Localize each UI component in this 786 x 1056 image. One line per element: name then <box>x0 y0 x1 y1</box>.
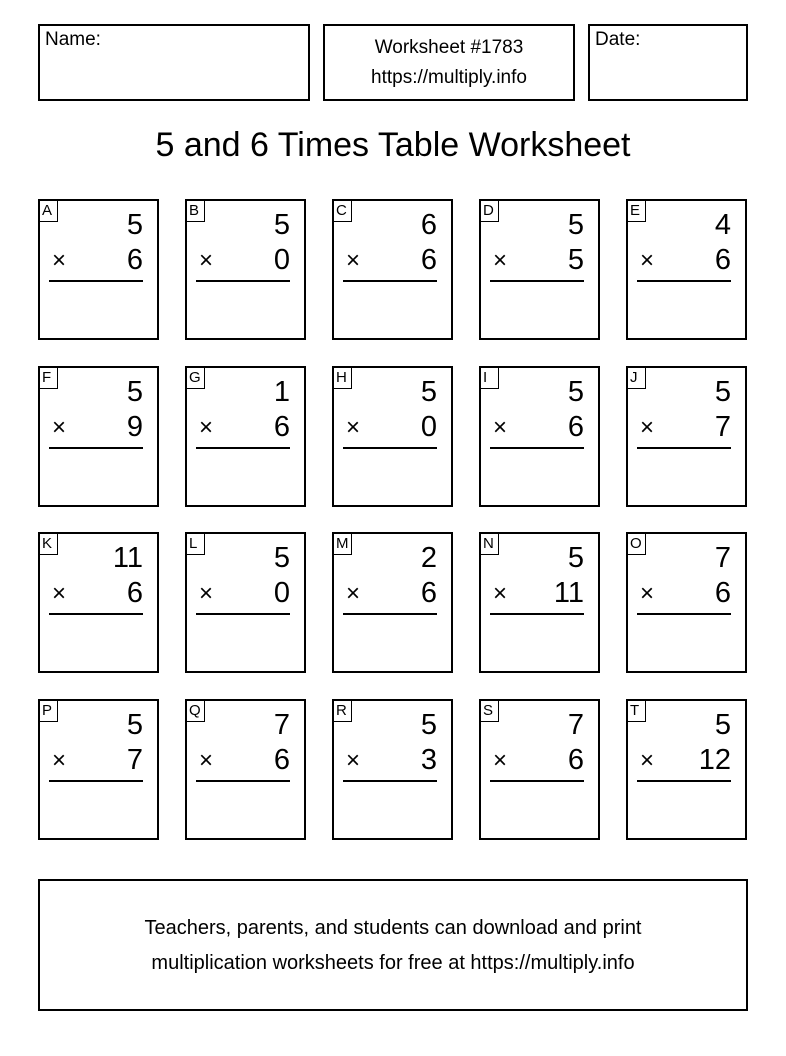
problem-card <box>185 199 306 340</box>
problem-card <box>332 532 453 673</box>
problem-bottom-number: 6 <box>420 577 437 609</box>
multiply-sign: × <box>640 580 655 607</box>
answer-line <box>637 280 731 282</box>
answer-line <box>343 780 437 782</box>
problem-card <box>332 199 453 340</box>
answer-line <box>196 613 290 615</box>
worksheet-url: https://multiply.info <box>371 67 527 88</box>
problem-bottom-number: 0 <box>420 411 437 443</box>
problem-letter: N <box>480 533 499 555</box>
problem-bottom-number: 6 <box>126 577 143 609</box>
problem-card <box>479 532 600 673</box>
problem-card <box>626 699 747 840</box>
footer-line-1: Teachers, parents, and students can download and print <box>144 917 642 939</box>
problem-card <box>38 699 159 840</box>
date-field-box <box>588 24 748 101</box>
problem-letter: S <box>480 700 499 722</box>
multiply-sign: × <box>640 747 655 774</box>
problem-card <box>332 699 453 840</box>
problem-card <box>479 366 600 507</box>
problem-top-number: 5 <box>273 209 290 241</box>
problem-bottom-number: 9 <box>126 411 143 443</box>
footer-line-2: multiplication worksheets for free at https://multiply.info <box>151 952 635 974</box>
problem-letter: R <box>333 700 352 722</box>
multiply-sign: × <box>52 747 67 774</box>
problem-top-number: 5 <box>273 542 290 574</box>
problem-card <box>479 699 600 840</box>
page-title: 5 and 6 Times Table Worksheet <box>155 126 631 164</box>
problem-bottom-number: 6 <box>714 244 731 276</box>
answer-line <box>490 613 584 615</box>
answer-line <box>490 780 584 782</box>
problem-letter: B <box>186 200 205 222</box>
date-label: Date: <box>595 29 641 50</box>
problem-bottom-number: 6 <box>273 744 290 776</box>
problem-top-number: 7 <box>273 709 290 741</box>
problem-bottom-number: 0 <box>273 577 290 609</box>
multiply-sign: × <box>640 414 655 441</box>
multiply-sign: × <box>493 247 508 274</box>
problem-card <box>626 366 747 507</box>
problem-letter: L <box>186 533 205 555</box>
problem-letter: I <box>480 367 499 389</box>
answer-line <box>343 280 437 282</box>
answer-line <box>49 280 143 282</box>
problem-top-number: 6 <box>420 209 437 241</box>
name-label: Name: <box>45 29 101 50</box>
problem-letter: D <box>480 200 499 222</box>
multiply-sign: × <box>640 247 655 274</box>
problem-bottom-number: 5 <box>567 244 584 276</box>
problem-bottom-number: 6 <box>273 411 290 443</box>
problem-letter: H <box>333 367 352 389</box>
multiply-sign: × <box>493 414 508 441</box>
problem-letter: Q <box>186 700 205 722</box>
answer-line <box>49 613 143 615</box>
problem-top-number: 5 <box>126 376 143 408</box>
problem-letter: G <box>186 367 205 389</box>
multiply-sign: × <box>346 414 361 441</box>
problem-bottom-number: 12 <box>698 744 731 776</box>
problem-letter: K <box>39 533 58 555</box>
problem-letter: E <box>627 200 646 222</box>
problem-bottom-number: 7 <box>714 411 731 443</box>
problem-top-number: 5 <box>126 209 143 241</box>
worksheet-number: Worksheet #1783 <box>374 37 524 58</box>
problem-card <box>38 366 159 507</box>
multiply-sign: × <box>52 247 67 274</box>
problem-card <box>185 532 306 673</box>
problem-top-number: 5 <box>567 209 584 241</box>
problem-letter: T <box>627 700 646 722</box>
multiply-sign: × <box>199 247 214 274</box>
multiply-sign: × <box>199 580 214 607</box>
answer-line <box>490 447 584 449</box>
problem-card <box>626 532 747 673</box>
footer-box <box>38 879 748 1011</box>
problem-letter: F <box>39 367 58 389</box>
problem-bottom-number: 11 <box>553 577 584 609</box>
problem-top-number: 5 <box>567 542 584 574</box>
problem-top-number: 7 <box>567 709 584 741</box>
problem-card <box>626 199 747 340</box>
problem-letter: M <box>333 533 352 555</box>
problem-bottom-number: 6 <box>126 244 143 276</box>
problem-letter: C <box>333 200 352 222</box>
multiply-sign: × <box>346 747 361 774</box>
answer-line <box>343 447 437 449</box>
problem-bottom-number: 6 <box>567 744 584 776</box>
problem-card <box>38 199 159 340</box>
problem-card <box>185 699 306 840</box>
problem-top-number: 5 <box>420 376 437 408</box>
problem-top-number: 5 <box>714 709 731 741</box>
answer-line <box>196 780 290 782</box>
multiply-sign: × <box>199 414 214 441</box>
answer-line <box>49 780 143 782</box>
problem-top-number: 5 <box>567 376 584 408</box>
problem-bottom-number: 0 <box>273 244 290 276</box>
problem-bottom-number: 6 <box>567 411 584 443</box>
problem-top-number: 11 <box>112 542 143 574</box>
answer-line <box>196 447 290 449</box>
multiply-sign: × <box>346 247 361 274</box>
answer-line <box>196 280 290 282</box>
problem-bottom-number: 6 <box>714 577 731 609</box>
answer-line <box>637 447 731 449</box>
problem-top-number: 1 <box>273 376 290 408</box>
worksheet-info-box <box>323 24 575 101</box>
problem-top-number: 5 <box>420 709 437 741</box>
multiply-sign: × <box>199 747 214 774</box>
problem-top-number: 4 <box>714 209 731 241</box>
name-field-box <box>38 24 310 101</box>
problem-letter: A <box>39 200 58 222</box>
multiply-sign: × <box>493 747 508 774</box>
problem-bottom-number: 3 <box>420 744 437 776</box>
problem-card <box>479 199 600 340</box>
problem-top-number: 7 <box>714 542 731 574</box>
problem-letter: P <box>39 700 58 722</box>
problem-card <box>185 366 306 507</box>
problem-bottom-number: 7 <box>126 744 143 776</box>
multiply-sign: × <box>52 414 67 441</box>
problem-top-number: 5 <box>126 709 143 741</box>
answer-line <box>637 613 731 615</box>
problem-letter: J <box>627 367 646 389</box>
answer-line <box>343 613 437 615</box>
multiply-sign: × <box>346 580 361 607</box>
multiply-sign: × <box>52 580 67 607</box>
answer-line <box>637 780 731 782</box>
problem-card <box>332 366 453 507</box>
problem-top-number: 5 <box>714 376 731 408</box>
problem-letter: O <box>627 533 646 555</box>
problem-card <box>38 532 159 673</box>
problem-top-number: 2 <box>420 542 437 574</box>
answer-line <box>490 280 584 282</box>
multiply-sign: × <box>493 580 508 607</box>
answer-line <box>49 447 143 449</box>
problem-bottom-number: 6 <box>420 244 437 276</box>
